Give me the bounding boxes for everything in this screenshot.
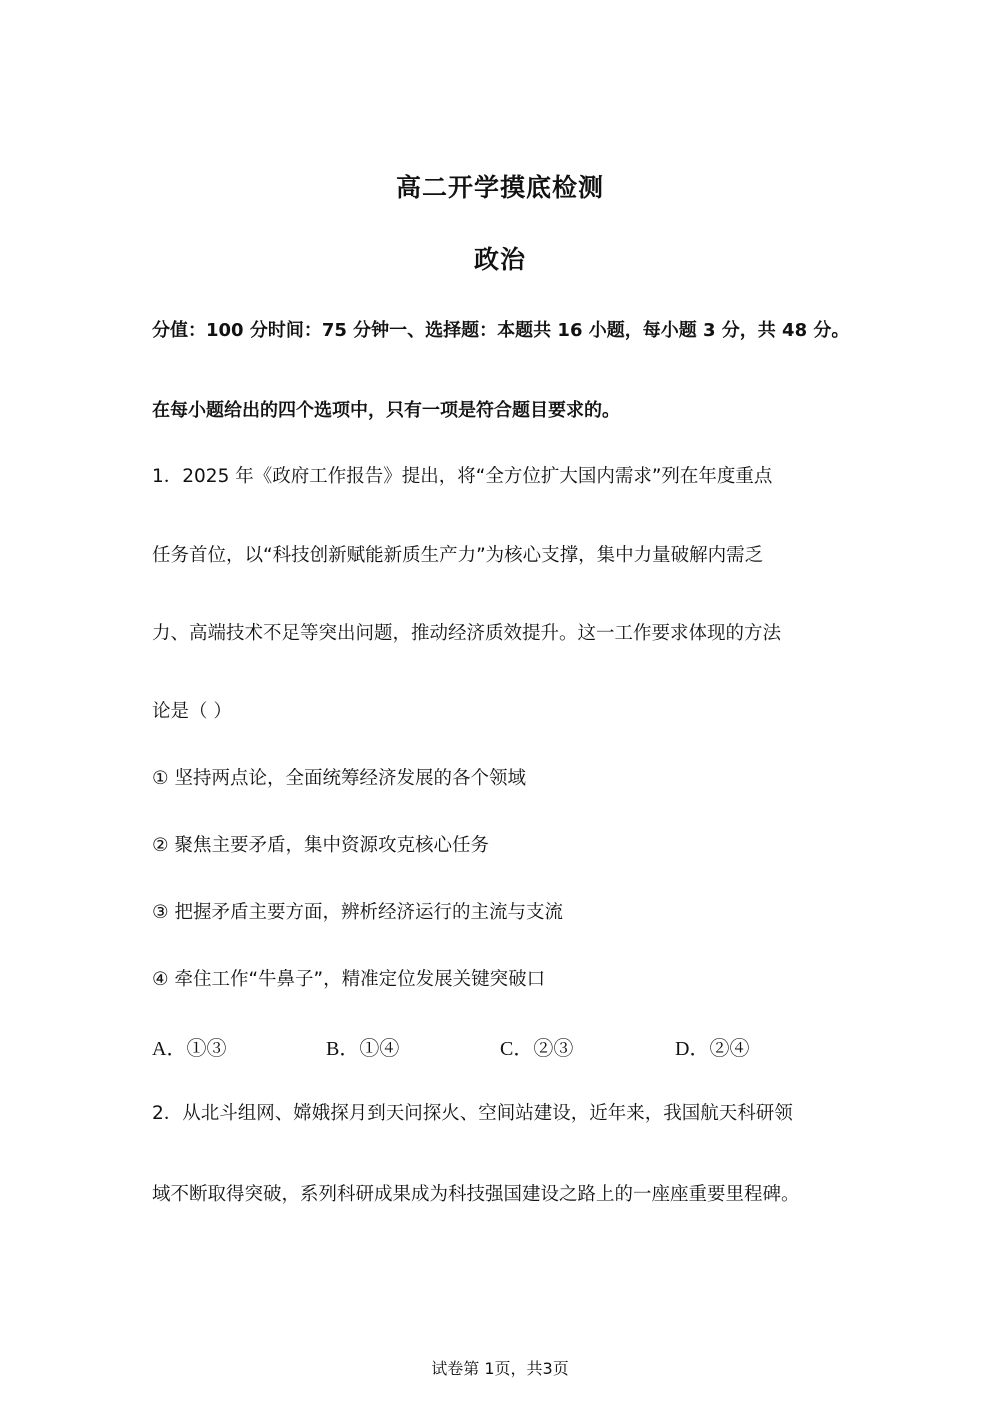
question-2-stem-line: 域不断取得突破，系列科研成果成为科技强国建设之路上的一座座重要里程碑。: [152, 1184, 800, 1205]
question-1-stem-line: 论是（ ）: [152, 701, 232, 722]
page-footer: 试卷第 1页，共3页: [431, 1359, 569, 1378]
document-title: 高二开学摸底检测: [395, 173, 604, 202]
question-1-choice-a: A．①③: [152, 1038, 227, 1060]
exam-meta-line: 分值：100 分时间：75 分钟一、选择题：本题共 16 小题，每小题 3 分，共 48 分。: [152, 320, 850, 341]
question-1-choice-b: B．①④: [326, 1038, 400, 1060]
question-1-statement: ④ 牵住工作“牛鼻子”，精准定位发展关键突破口: [152, 969, 546, 990]
question-1-statement: ① 坚持两点论，全面统筹经济发展的各个领域: [152, 768, 526, 789]
question-1-stem-line: 任务首位，以“科技创新赋能新质生产力”为核心支撑，集中力量破解内需乏: [152, 545, 764, 566]
question-1-choice-d: D．②④: [675, 1038, 750, 1060]
question-1-stem-line: 1．2025 年《政府工作报告》提出，将“全方位扩大国内需求”列在年度重点: [152, 466, 773, 487]
question-2-stem-line: 2．从北斗组网、嫦娥探月到天问探火、空间站建设，近年来，我国航天科研领: [152, 1103, 793, 1124]
question-1-statement: ② 聚焦主要矛盾，集中资源攻克核心任务: [152, 835, 489, 856]
document-subject: 政治: [473, 245, 526, 274]
question-1-stem-line: 力、高端技术不足等突出问题，推动经济质效提升。这一工作要求体现的方法: [152, 623, 782, 644]
instruction-line: 在每小题给出的四个选项中，只有一项是符合题目要求的。: [152, 400, 620, 421]
question-1-choice-c: C．②③: [500, 1038, 574, 1060]
question-1-statement: ③ 把握矛盾主要方面，辨析经济运行的主流与支流: [152, 902, 563, 923]
